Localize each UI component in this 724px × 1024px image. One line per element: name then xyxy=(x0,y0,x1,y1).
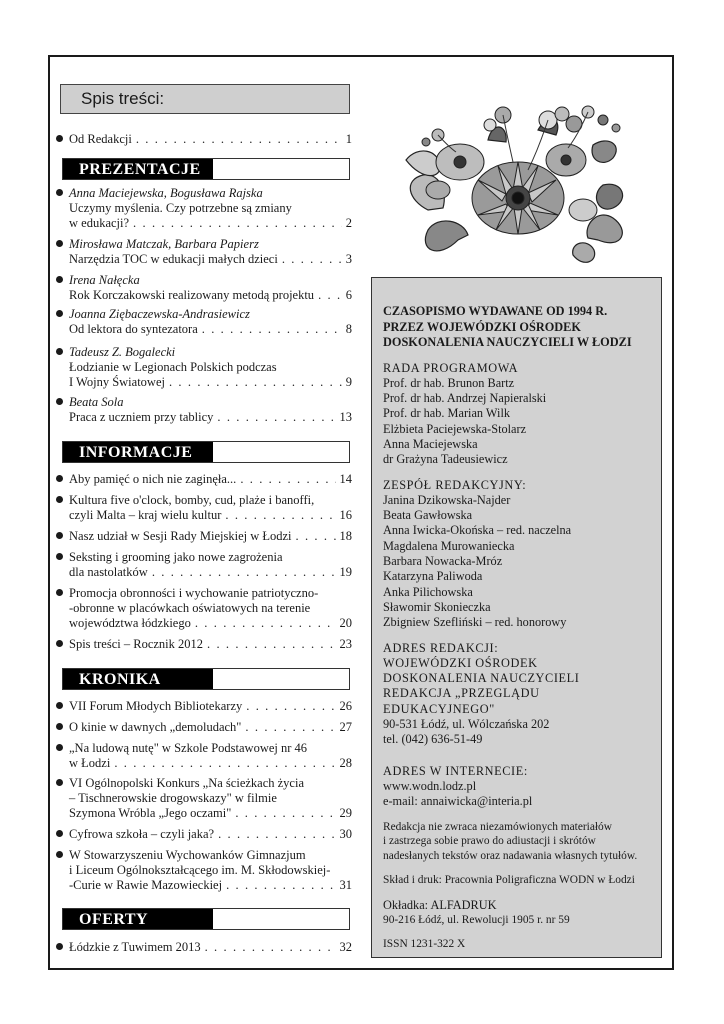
email-link[interactable]: e-mail: annaiwicka@interia.pl xyxy=(383,794,533,809)
toc-entry[interactable]: Anna Maciejewska, Bogusława Rajska Uczymy myślenia. Czy potrzebne są zmiany w edukacji? . . . 2 xyxy=(56,186,352,232)
bullet-icon xyxy=(56,475,63,482)
toc-entry[interactable]: Promocja obronności i wychowanie patriotyczno- -obronne w placówkach oświatowych na terenie województwa łódzkiego . . . 20 xyxy=(56,586,352,632)
toc-entry[interactable]: Łódzkie z Tuwimem 2013 . . . 32 xyxy=(56,940,352,955)
flower-illustration xyxy=(398,90,636,270)
issn: ISSN 1231-322 X xyxy=(383,938,466,951)
toc-entry[interactable]: VII Forum Młodych Bibliotekarzy . . . 26 xyxy=(56,699,352,714)
bullet-icon xyxy=(56,779,63,786)
bullet-icon xyxy=(56,943,63,950)
toc-entry[interactable]: Beata Sola Praca z uczniem przy tablicy . . . 13 xyxy=(56,395,352,425)
toc-entry-intro[interactable]: Od Redakcji . . . 1 xyxy=(56,132,352,147)
zespol-list: Janina Dzikowska-Najder Beata Gawłowska Anna Iwicka-Okońska – red. naczelna Magdalena Murowaniecka Barbara Nowacka-Mróz Katarzyna Paliwoda Anka Pilichowska Sławomir Skonieczka Zbigniew Szefliński – red. honorowy xyxy=(383,492,572,630)
masthead-panel: CZASOPISMO WYDAWANE OD 1994 R. PRZEZ WOJEWÓDZKI OŚRODEK DOSKONALENIA NAUCZYCIELI W ŁODZI RADA PROGRAMOWA Prof. dr hab. Brunon Bartz Prof. dr hab. Andrzej Napieralski Prof. dr hab. Marian Wilk Elżbieta Paciejewska-Stolarz Anna Maciejewska dr Grażyna Tadeusiewicz ZESPÓŁ REDAKCYJNY: Janina Dzikowska-Najder Beata Gawłowska Anna Iwicka-Okońska – red. naczelna Magdalena Murowaniecka Barbara Nowacka-Mróz Katarzyna Paliwoda Anka Pilichowska Sławomir Skonieczka Zbigniew Szefliński – red. honorowy ADRES REDAKCJI: WOJEWÓDZKI OŚRODEK DOSKONALENIA NAUCZYCIELI REDAKCJA „PRZEGLĄDU EDUKACYJNEGO" 90-531 Łódź, ul. Wólczańska 202 tel. (042) 636-51-49 ADRES W INTERNECIE: www.wodn.lodz.pl e-mail: annaiwicka@interia.pl Redakcja nie zwraca niezamówionych materiałów i zastrzega sobie prawo do adiustacji i skrótów nadesłanych tekstów oraz nadawania własnych tytułów. Skład i druk: Pracownia Poligraficzna WODN w Łodzi Okładka: ALFADRUK 90-216 Łódź, ul. Rewolucji 1905 r. nr 59 ISSN 1231-322 X xyxy=(371,277,662,958)
toc-entry[interactable]: Seksting i grooming jako nowe zagrożenia dla nastolatków . . . 19 xyxy=(56,550,352,580)
toc-title: Spis treści: xyxy=(60,84,350,114)
bullet-icon xyxy=(56,532,63,539)
section-header-kronika: KRONIKA xyxy=(62,668,350,690)
toc-entry[interactable]: „Na ludową nutę" w Szkole Podstawowej nr 46 w Łodzi . . . 28 xyxy=(56,741,352,771)
entry-title: Uczymy myślenia. Czy potrzebne są zmiany xyxy=(69,201,292,216)
rada-label: RADA PROGRAMOWA xyxy=(383,360,519,375)
bullet-icon xyxy=(56,851,63,858)
entry-author: Mirosława Matczak, Barbara Papierz xyxy=(69,237,259,251)
toc-entry[interactable]: Mirosława Matczak, Barbara Papierz Narzędzia TOC w edukacji małych dzieci . . . 3 xyxy=(56,237,352,267)
toc-entry[interactable]: Nasz udział w Sesji Rady Miejskiej w Łodzi . . . 18 xyxy=(56,529,352,544)
bullet-icon xyxy=(56,744,63,751)
internet-label: ADRES W INTERNECIE: xyxy=(383,763,528,778)
bullet-icon xyxy=(56,496,63,503)
bullet-icon xyxy=(56,553,63,560)
bullet-icon xyxy=(56,135,63,142)
bullet-icon xyxy=(56,830,63,837)
section-header-oferty: OFERTY xyxy=(62,908,350,930)
toc-entry[interactable]: Joanna Ziębaczewska-Andrasiewicz Od lektora do syntezatora . . . 8 xyxy=(56,307,352,337)
masthead-heading: CZASOPISMO WYDAWANE OD 1994 R. PRZEZ WOJEWÓDZKI OŚRODEK DOSKONALENIA NAUCZYCIELI W ŁODZI xyxy=(383,304,632,349)
toc-entry[interactable]: VI Ogólnopolski Konkurs „Na ścieżkach życia – Tischnerowskie drogowskazy" w filmie Szymona Wróbla „Jego oczami" . . . 29 xyxy=(56,776,352,822)
adres-block: WOJEWÓDZKI OŚRODEK DOSKONALENIA NAUCZYCIELI REDAKCJA „PRZEGLĄDU EDUKACYJNEGO" 90-531 Łódź, ul. Wólczańska 202 tel. (042) 636-51-49 xyxy=(383,655,580,747)
entry-author: Anna Maciejewska, Bogusława Rajska xyxy=(69,186,263,200)
cover-info: Okładka: ALFADRUK xyxy=(383,897,497,912)
editorial-note: Redakcja nie zwraca niezamówionych materiałów i zastrzega sobie prawo do adiustacji i skrótów nadesłanych tekstów oraz nadawania własnych tytułów. xyxy=(383,820,638,862)
bullet-icon xyxy=(56,240,63,247)
entry-author: Irena Nałęcka xyxy=(69,273,140,287)
bullet-icon xyxy=(56,276,63,283)
adres-label: ADRES REDAKCJI: xyxy=(383,640,499,655)
toc-entry[interactable]: Tadeusz Z. Bogalecki Łodzianie w Legionach Polskich podczas I Wojny Światowej . . . 9 xyxy=(56,345,352,391)
toc-entry[interactable]: Irena Nałęcka Rok Korczakowski realizowany metodą projektu . . . 6 xyxy=(56,273,352,303)
bullet-icon xyxy=(56,189,63,196)
toc-entry[interactable]: O kinie w dawnych „demoludach" . . . 27 xyxy=(56,720,352,735)
toc-entry[interactable]: Aby pamięć o nich nie zaginęła... . . . 14 xyxy=(56,472,352,487)
entry-author: Beata Sola xyxy=(69,395,124,409)
bullet-icon xyxy=(56,640,63,647)
website-link[interactable]: www.wodn.lodz.pl xyxy=(383,778,477,793)
bullet-icon xyxy=(56,589,63,596)
toc-entry[interactable]: Cyfrowa szkoła – czyli jaka? . . . 30 xyxy=(56,827,352,842)
toc-entry[interactable]: Kultura five o'clock, bomby, cud, plaże i banoffi, czyli Malta – kraj wielu kultur . . . 16 xyxy=(56,493,352,523)
bullet-icon xyxy=(56,723,63,730)
print-info: Skład i druk: Pracownia Poligraficzna WODN w Łodzi xyxy=(383,874,635,887)
section-header-informacje: INFORMACJE xyxy=(62,441,350,463)
toc-entry[interactable]: W Stowarzyszeniu Wychowanków Gimnazjum i Liceum Ogólnokształcącego im. M. Skłodowskiej- -Curie w Rawie Mazowieckiej . . . 31 xyxy=(56,848,352,894)
bullet-icon xyxy=(56,348,63,355)
bullet-icon xyxy=(56,310,63,317)
zespol-label: ZESPÓŁ REDAKCYJNY: xyxy=(383,477,527,492)
entry-title: Łodzianie w Legionach Polskich podczas xyxy=(69,360,277,375)
section-header-prezentacje: PREZENTACJE xyxy=(62,158,350,180)
entry-author: Tadeusz Z. Bogalecki xyxy=(69,345,176,359)
rada-list: Prof. dr hab. Brunon Bartz Prof. dr hab. Andrzej Napieralski Prof. dr hab. Marian Wilk Elżbieta Paciejewska-Stolarz Anna Maciejewska dr Grażyna Tadeusiewicz xyxy=(383,375,547,467)
bullet-icon xyxy=(56,702,63,709)
entry-author: Joanna Ziębaczewska-Andrasiewicz xyxy=(69,307,250,321)
bullet-icon xyxy=(56,398,63,405)
toc-entry[interactable]: Spis treści – Rocznik 2012 . . . 23 xyxy=(56,637,352,652)
